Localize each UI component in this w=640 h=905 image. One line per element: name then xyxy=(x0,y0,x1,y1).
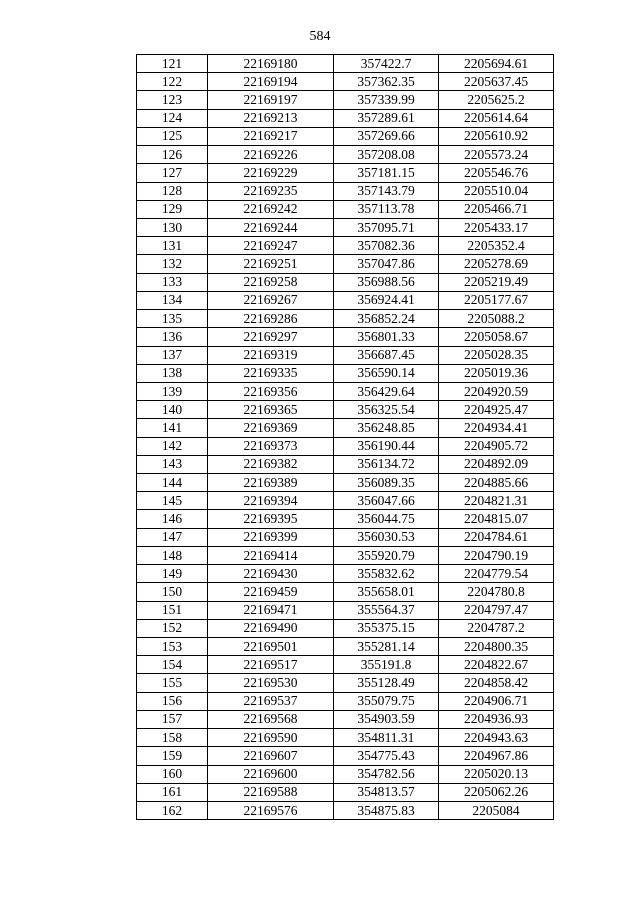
page-number: 584 xyxy=(309,29,331,44)
id-cell: 22169414 xyxy=(208,546,334,564)
point-number-cell: 140 xyxy=(137,401,208,419)
id-cell: 22169356 xyxy=(208,382,334,400)
point-number-cell: 153 xyxy=(137,638,208,656)
x-coordinate-cell: 355658.01 xyxy=(334,583,439,601)
id-cell: 22169229 xyxy=(208,164,334,182)
id-cell: 22169430 xyxy=(208,565,334,583)
id-cell: 22169590 xyxy=(208,729,334,747)
table-row xyxy=(137,328,554,346)
point-number-cell: 131 xyxy=(137,237,208,255)
y-coordinate-cell: 2204821.31 xyxy=(439,492,554,510)
x-coordinate-cell: 357181.15 xyxy=(334,164,439,182)
id-cell: 22169251 xyxy=(208,255,334,273)
id-cell: 22169197 xyxy=(208,91,334,109)
x-coordinate-cell: 356190.44 xyxy=(334,437,439,455)
table-row xyxy=(137,729,554,747)
id-cell: 22169471 xyxy=(208,601,334,619)
table-row xyxy=(137,492,554,510)
coordinate-table xyxy=(136,54,554,820)
table-row xyxy=(137,255,554,273)
y-coordinate-cell: 2205694.61 xyxy=(439,55,554,73)
id-cell: 22169319 xyxy=(208,346,334,364)
table-row xyxy=(137,218,554,236)
id-cell: 22169194 xyxy=(208,73,334,91)
y-coordinate-cell: 2204797.47 xyxy=(439,601,554,619)
point-number-cell: 162 xyxy=(137,801,208,819)
point-number-cell: 160 xyxy=(137,765,208,783)
point-number-cell: 138 xyxy=(137,364,208,382)
id-cell: 22169226 xyxy=(208,146,334,164)
id-cell: 22169213 xyxy=(208,109,334,127)
table-row xyxy=(137,346,554,364)
x-coordinate-cell: 356047.66 xyxy=(334,492,439,510)
point-number-cell: 157 xyxy=(137,710,208,728)
table-row xyxy=(137,765,554,783)
table-row xyxy=(137,364,554,382)
id-cell: 22169395 xyxy=(208,510,334,528)
table-row xyxy=(137,528,554,546)
y-coordinate-cell: 2205433.17 xyxy=(439,218,554,236)
table-row xyxy=(137,710,554,728)
y-coordinate-cell: 2205610.92 xyxy=(439,127,554,145)
table-row xyxy=(137,437,554,455)
y-coordinate-cell: 2205573.24 xyxy=(439,146,554,164)
table-row xyxy=(137,109,554,127)
x-coordinate-cell: 354903.59 xyxy=(334,710,439,728)
id-cell: 22169242 xyxy=(208,200,334,218)
x-coordinate-cell: 356590.14 xyxy=(334,364,439,382)
x-coordinate-cell: 354782.56 xyxy=(334,765,439,783)
table-row xyxy=(137,801,554,819)
x-coordinate-cell: 355281.14 xyxy=(334,638,439,656)
x-coordinate-cell: 355079.75 xyxy=(334,692,439,710)
y-coordinate-cell: 2205084 xyxy=(439,801,554,819)
table-row xyxy=(137,237,554,255)
table-row xyxy=(137,583,554,601)
y-coordinate-cell: 2205614.64 xyxy=(439,109,554,127)
id-cell: 22169394 xyxy=(208,492,334,510)
y-coordinate-cell: 2205510.04 xyxy=(439,182,554,200)
id-cell: 22169576 xyxy=(208,801,334,819)
point-number-cell: 158 xyxy=(137,729,208,747)
x-coordinate-cell: 356429.64 xyxy=(334,382,439,400)
y-coordinate-cell: 2204779.54 xyxy=(439,565,554,583)
point-number-cell: 152 xyxy=(137,619,208,637)
x-coordinate-cell: 355128.49 xyxy=(334,674,439,692)
point-number-cell: 125 xyxy=(137,127,208,145)
id-cell: 22169607 xyxy=(208,747,334,765)
x-coordinate-cell: 357047.86 xyxy=(334,255,439,273)
point-number-cell: 133 xyxy=(137,273,208,291)
id-cell: 22169365 xyxy=(208,401,334,419)
id-cell: 22169517 xyxy=(208,656,334,674)
id-cell: 22169459 xyxy=(208,583,334,601)
x-coordinate-cell: 356325.54 xyxy=(334,401,439,419)
y-coordinate-cell: 2205637.45 xyxy=(439,73,554,91)
x-coordinate-cell: 357095.71 xyxy=(334,218,439,236)
table-row xyxy=(137,401,554,419)
x-coordinate-cell: 354875.83 xyxy=(334,801,439,819)
x-coordinate-cell: 355920.79 xyxy=(334,546,439,564)
table-row xyxy=(137,747,554,765)
y-coordinate-cell: 2204815.07 xyxy=(439,510,554,528)
y-coordinate-cell: 2204822.67 xyxy=(439,656,554,674)
y-coordinate-cell: 2205546.76 xyxy=(439,164,554,182)
y-coordinate-cell: 2204784.61 xyxy=(439,528,554,546)
point-number-cell: 130 xyxy=(137,218,208,236)
point-number-cell: 139 xyxy=(137,382,208,400)
y-coordinate-cell: 2204906.71 xyxy=(439,692,554,710)
point-number-cell: 143 xyxy=(137,455,208,473)
id-cell: 22169286 xyxy=(208,310,334,328)
table-row xyxy=(137,474,554,492)
x-coordinate-cell: 356852.24 xyxy=(334,310,439,328)
point-number-cell: 155 xyxy=(137,674,208,692)
y-coordinate-cell: 2205625.2 xyxy=(439,91,554,109)
id-cell: 22169373 xyxy=(208,437,334,455)
id-cell: 22169217 xyxy=(208,127,334,145)
id-cell: 22169258 xyxy=(208,273,334,291)
point-number-cell: 134 xyxy=(137,291,208,309)
table-row xyxy=(137,546,554,564)
y-coordinate-cell: 2204780.8 xyxy=(439,583,554,601)
x-coordinate-cell: 356687.45 xyxy=(334,346,439,364)
x-coordinate-cell: 357269.66 xyxy=(334,127,439,145)
table-row xyxy=(137,91,554,109)
point-number-cell: 141 xyxy=(137,419,208,437)
y-coordinate-cell: 2205466.71 xyxy=(439,200,554,218)
y-coordinate-cell: 2205177.67 xyxy=(439,291,554,309)
id-cell: 22169537 xyxy=(208,692,334,710)
table-row xyxy=(137,127,554,145)
y-coordinate-cell: 2204967.86 xyxy=(439,747,554,765)
x-coordinate-cell: 355375.15 xyxy=(334,619,439,637)
x-coordinate-cell: 357362.35 xyxy=(334,73,439,91)
point-number-cell: 147 xyxy=(137,528,208,546)
table-row xyxy=(137,273,554,291)
point-number-cell: 150 xyxy=(137,583,208,601)
table-row xyxy=(137,146,554,164)
id-cell: 22169399 xyxy=(208,528,334,546)
x-coordinate-cell: 355564.37 xyxy=(334,601,439,619)
point-number-cell: 136 xyxy=(137,328,208,346)
id-cell: 22169568 xyxy=(208,710,334,728)
y-coordinate-cell: 2204920.59 xyxy=(439,382,554,400)
id-cell: 22169180 xyxy=(208,55,334,73)
x-coordinate-cell: 356924.41 xyxy=(334,291,439,309)
x-coordinate-cell: 354775.43 xyxy=(334,747,439,765)
y-coordinate-cell: 2204892.09 xyxy=(439,455,554,473)
point-number-cell: 161 xyxy=(137,783,208,801)
point-number-cell: 145 xyxy=(137,492,208,510)
id-cell: 22169369 xyxy=(208,419,334,437)
y-coordinate-cell: 2205278.69 xyxy=(439,255,554,273)
y-coordinate-cell: 2204790.19 xyxy=(439,546,554,564)
id-cell: 22169530 xyxy=(208,674,334,692)
point-number-cell: 156 xyxy=(137,692,208,710)
y-coordinate-cell: 2205020.13 xyxy=(439,765,554,783)
table-row xyxy=(137,565,554,583)
id-cell: 22169235 xyxy=(208,182,334,200)
point-number-cell: 151 xyxy=(137,601,208,619)
table-row xyxy=(137,73,554,91)
table-row xyxy=(137,382,554,400)
y-coordinate-cell: 2204885.66 xyxy=(439,474,554,492)
point-number-cell: 148 xyxy=(137,546,208,564)
table-row xyxy=(137,55,554,73)
x-coordinate-cell: 357208.08 xyxy=(334,146,439,164)
x-coordinate-cell: 356988.56 xyxy=(334,273,439,291)
x-coordinate-cell: 354811.31 xyxy=(334,729,439,747)
x-coordinate-cell: 357422.7 xyxy=(334,55,439,73)
id-cell: 22169244 xyxy=(208,218,334,236)
point-number-cell: 126 xyxy=(137,146,208,164)
id-cell: 22169389 xyxy=(208,474,334,492)
point-number-cell: 124 xyxy=(137,109,208,127)
table-row xyxy=(137,656,554,674)
point-number-cell: 127 xyxy=(137,164,208,182)
table-body xyxy=(137,55,554,820)
point-number-cell: 154 xyxy=(137,656,208,674)
x-coordinate-cell: 356030.53 xyxy=(334,528,439,546)
id-cell: 22169382 xyxy=(208,455,334,473)
x-coordinate-cell: 356089.35 xyxy=(334,474,439,492)
y-coordinate-cell: 2205019.36 xyxy=(439,364,554,382)
y-coordinate-cell: 2204800.35 xyxy=(439,638,554,656)
table-row xyxy=(137,674,554,692)
y-coordinate-cell: 2204905.72 xyxy=(439,437,554,455)
x-coordinate-cell: 356248.85 xyxy=(334,419,439,437)
x-coordinate-cell: 357113.78 xyxy=(334,200,439,218)
id-cell: 22169335 xyxy=(208,364,334,382)
point-number-cell: 122 xyxy=(137,73,208,91)
x-coordinate-cell: 357339.99 xyxy=(334,91,439,109)
id-cell: 22169490 xyxy=(208,619,334,637)
point-number-cell: 159 xyxy=(137,747,208,765)
y-coordinate-cell: 2204943.63 xyxy=(439,729,554,747)
point-number-cell: 144 xyxy=(137,474,208,492)
table-row xyxy=(137,455,554,473)
table-row xyxy=(137,619,554,637)
id-cell: 22169247 xyxy=(208,237,334,255)
point-number-cell: 142 xyxy=(137,437,208,455)
id-cell: 22169600 xyxy=(208,765,334,783)
point-number-cell: 137 xyxy=(137,346,208,364)
point-number-cell: 123 xyxy=(137,91,208,109)
id-cell: 22169588 xyxy=(208,783,334,801)
id-cell: 22169267 xyxy=(208,291,334,309)
table-row xyxy=(137,510,554,528)
table-row xyxy=(137,419,554,437)
table-row xyxy=(137,601,554,619)
x-coordinate-cell: 357143.79 xyxy=(334,182,439,200)
point-number-cell: 129 xyxy=(137,200,208,218)
point-number-cell: 135 xyxy=(137,310,208,328)
point-number-cell: 121 xyxy=(137,55,208,73)
table-row xyxy=(137,692,554,710)
y-coordinate-cell: 2204858.42 xyxy=(439,674,554,692)
x-coordinate-cell: 357082.36 xyxy=(334,237,439,255)
point-number-cell: 146 xyxy=(137,510,208,528)
id-cell: 22169297 xyxy=(208,328,334,346)
point-number-cell: 132 xyxy=(137,255,208,273)
y-coordinate-cell: 2205062.26 xyxy=(439,783,554,801)
y-coordinate-cell: 2204936.93 xyxy=(439,710,554,728)
x-coordinate-cell: 355191.8 xyxy=(334,656,439,674)
y-coordinate-cell: 2204925.47 xyxy=(439,401,554,419)
x-coordinate-cell: 357289.61 xyxy=(334,109,439,127)
point-number-cell: 128 xyxy=(137,182,208,200)
table-row xyxy=(137,200,554,218)
table-row xyxy=(137,182,554,200)
x-coordinate-cell: 356801.33 xyxy=(334,328,439,346)
y-coordinate-cell: 2205352.4 xyxy=(439,237,554,255)
table-row xyxy=(137,310,554,328)
table-row xyxy=(137,291,554,309)
y-coordinate-cell: 2204787.2 xyxy=(439,619,554,637)
y-coordinate-cell: 2205028.35 xyxy=(439,346,554,364)
y-coordinate-cell: 2205058.67 xyxy=(439,328,554,346)
x-coordinate-cell: 355832.62 xyxy=(334,565,439,583)
y-coordinate-cell: 2205088.2 xyxy=(439,310,554,328)
table-row xyxy=(137,638,554,656)
point-number-cell: 149 xyxy=(137,565,208,583)
x-coordinate-cell: 354813.57 xyxy=(334,783,439,801)
x-coordinate-cell: 356134.72 xyxy=(334,455,439,473)
y-coordinate-cell: 2204934.41 xyxy=(439,419,554,437)
id-cell: 22169501 xyxy=(208,638,334,656)
table-row xyxy=(137,164,554,182)
y-coordinate-cell: 2205219.49 xyxy=(439,273,554,291)
x-coordinate-cell: 356044.75 xyxy=(334,510,439,528)
table-row xyxy=(137,783,554,801)
